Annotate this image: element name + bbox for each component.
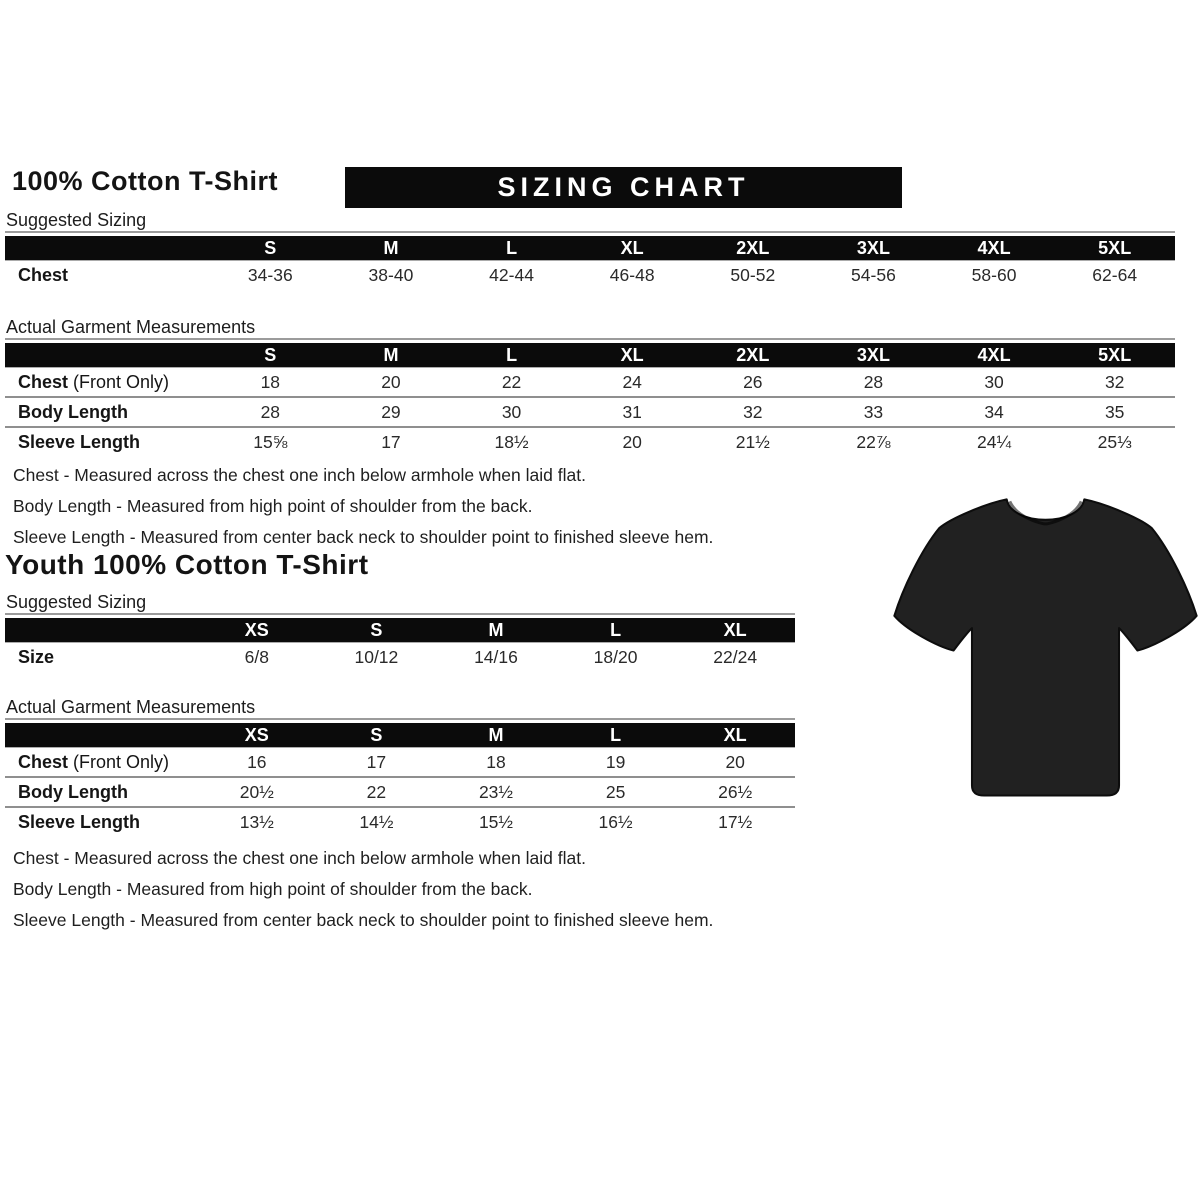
size-column-header: S xyxy=(317,618,437,643)
measurement-cell: 25 xyxy=(556,777,676,807)
adult-actual-measurements-label: Actual Garment Measurements xyxy=(6,317,256,337)
measurement-cell: 22⅞ xyxy=(813,427,934,456)
measurement-cell: 20 xyxy=(572,427,693,456)
measurement-row xyxy=(5,748,795,778)
size-column-header: 3XL xyxy=(813,343,934,368)
measurement-cell: 32 xyxy=(693,397,814,427)
measurement-cell: 21½ xyxy=(693,427,814,456)
size-column-header: XL xyxy=(675,618,795,643)
measurement-cell: 18 xyxy=(436,748,556,778)
size-column-header: 5XL xyxy=(1054,236,1175,261)
size-column-header: L xyxy=(556,618,676,643)
measurement-row xyxy=(5,368,1175,398)
measurement-cell: 25⅓ xyxy=(1054,427,1175,456)
size-column-header: L xyxy=(556,723,676,748)
measurement-cell: 58-60 xyxy=(934,261,1055,290)
size-header-row xyxy=(5,343,1175,368)
measurement-cell: 22 xyxy=(317,777,437,807)
size-column-header: 4XL xyxy=(934,343,1055,368)
measurement-cell: 28 xyxy=(210,397,331,427)
size-column-header: 2XL xyxy=(693,343,814,368)
measurement-cell: 26½ xyxy=(675,777,795,807)
measurement-cell: 17 xyxy=(331,427,452,456)
measurement-row xyxy=(5,261,1175,290)
measurement-cell: 17 xyxy=(317,748,437,778)
measurement-cell: 18 xyxy=(210,368,331,398)
measurement-cell: 46-48 xyxy=(572,261,693,290)
size-header-row xyxy=(5,618,795,643)
measurement-cell: 17½ xyxy=(675,807,795,836)
measurement-cell: 34-36 xyxy=(210,261,331,290)
size-column-header: L xyxy=(451,343,572,368)
measurement-cell: 29 xyxy=(331,397,452,427)
measurement-cell: 13½ xyxy=(197,807,317,836)
measurement-cell: 22/24 xyxy=(675,643,795,672)
adult-suggested-sizing-table xyxy=(5,231,1175,289)
table-top-rule xyxy=(5,338,1175,340)
measurement-cell: 16 xyxy=(197,748,317,778)
row-label: Chest xyxy=(5,261,210,290)
size-header-spacer xyxy=(5,343,210,368)
measurement-cell: 19 xyxy=(556,748,676,778)
measurement-cell: 20 xyxy=(675,748,795,778)
measurement-cell: 20 xyxy=(331,368,452,398)
measurement-cell: 6/8 xyxy=(197,643,317,672)
measurement-cell: 28 xyxy=(813,368,934,398)
youth-suggested-sizing-label: Suggested Sizing xyxy=(6,592,147,612)
youth-actual-measurements-label: Actual Garment Measurements xyxy=(6,697,256,717)
size-column-header: XS xyxy=(197,618,317,643)
measurement-cell: 33 xyxy=(813,397,934,427)
measurement-cell: 50-52 xyxy=(693,261,814,290)
measurement-note: Chest - Measured across the chest one inch below armhole when laid flat. xyxy=(13,465,586,485)
youth-measurement-notes xyxy=(13,843,713,936)
measurement-row xyxy=(5,427,1175,456)
table-top-rule xyxy=(5,231,1175,233)
size-column-header: XL xyxy=(675,723,795,748)
measurement-cell: 10/12 xyxy=(317,643,437,672)
measurement-cell: 30 xyxy=(934,368,1055,398)
black-tshirt-image xyxy=(892,481,1199,818)
size-column-header: S xyxy=(210,236,331,261)
measurement-cell: 38-40 xyxy=(331,261,452,290)
size-header-spacer xyxy=(5,236,210,261)
size-column-header: S xyxy=(210,343,331,368)
row-label: Sleeve Length xyxy=(5,807,197,836)
row-label: Size xyxy=(5,643,197,672)
measurement-cell: 20½ xyxy=(197,777,317,807)
measurement-cell: 23½ xyxy=(436,777,556,807)
measurement-cell: 31 xyxy=(572,397,693,427)
measurement-row xyxy=(5,397,1175,427)
size-header-row xyxy=(5,723,795,748)
measurement-cell: 62-64 xyxy=(1054,261,1175,290)
measurement-cell: 42-44 xyxy=(451,261,572,290)
size-column-header: M xyxy=(331,236,452,261)
measurement-cell: 16½ xyxy=(556,807,676,836)
measurement-note: Chest - Measured across the chest one inch below armhole when laid flat. xyxy=(13,848,586,868)
tshirt-collar xyxy=(1010,501,1081,523)
row-label: Chest (Front Only) xyxy=(5,748,197,778)
measurement-cell: 14½ xyxy=(317,807,437,836)
size-column-header: XS xyxy=(197,723,317,748)
size-column-header: 3XL xyxy=(813,236,934,261)
measurement-note: Body Length - Measured from high point of shoulder from the back. xyxy=(13,879,533,899)
youth-suggested-sizing-table xyxy=(5,613,795,671)
youth-section-title: Youth 100% Cotton T-Shirt xyxy=(5,549,369,580)
measurement-cell: 35 xyxy=(1054,397,1175,427)
measurement-cell: 54-56 xyxy=(813,261,934,290)
adult-measurement-notes xyxy=(13,460,713,553)
size-column-header: 2XL xyxy=(693,236,814,261)
measurement-cell: 30 xyxy=(451,397,572,427)
size-column-header: XL xyxy=(572,236,693,261)
measurement-note: Sleeve Length - Measured from center back neck to shoulder point to finished sleeve hem. xyxy=(13,527,714,547)
row-label: Sleeve Length xyxy=(5,427,210,456)
measurement-note: Body Length - Measured from high point of shoulder from the back. xyxy=(13,496,533,516)
size-header-spacer xyxy=(5,723,197,748)
measurement-cell: 24 xyxy=(572,368,693,398)
size-column-header: L xyxy=(451,236,572,261)
size-column-header: XL xyxy=(572,343,693,368)
measurement-cell: 34 xyxy=(934,397,1055,427)
size-column-header: M xyxy=(436,723,556,748)
adult-section-title: 100% Cotton T-Shirt xyxy=(12,166,279,196)
measurement-row xyxy=(5,777,795,807)
adult-actual-measurements-table xyxy=(5,338,1175,456)
measurement-row xyxy=(5,643,795,672)
size-header-spacer xyxy=(5,618,197,643)
measurement-cell: 15½ xyxy=(436,807,556,836)
sizing-chart-banner: SIZING CHART xyxy=(345,167,902,208)
table-top-rule xyxy=(5,613,795,615)
row-label: Body Length xyxy=(5,777,197,807)
measurement-cell: 24¼ xyxy=(934,427,1055,456)
tshirt-icon xyxy=(892,481,1199,818)
table-top-rule xyxy=(5,718,795,720)
row-label: Body Length xyxy=(5,397,210,427)
measurement-cell: 22 xyxy=(451,368,572,398)
row-label: Chest (Front Only) xyxy=(5,368,210,398)
measurement-cell: 26 xyxy=(693,368,814,398)
measurement-cell: 18½ xyxy=(451,427,572,456)
measurement-cell: 14/16 xyxy=(436,643,556,672)
size-column-header: S xyxy=(317,723,437,748)
tshirt-shape xyxy=(894,499,1196,795)
measurement-row xyxy=(5,807,795,836)
measurement-cell: 15⅝ xyxy=(210,427,331,456)
youth-actual-measurements-table xyxy=(5,718,795,836)
measurement-note: Sleeve Length - Measured from center back neck to shoulder point to finished sleeve hem. xyxy=(13,910,714,930)
size-column-header: 4XL xyxy=(934,236,1055,261)
measurement-cell: 32 xyxy=(1054,368,1175,398)
size-header-row xyxy=(5,236,1175,261)
size-column-header: M xyxy=(436,618,556,643)
measurement-cell: 18/20 xyxy=(556,643,676,672)
size-column-header: M xyxy=(331,343,452,368)
size-column-header: 5XL xyxy=(1054,343,1175,368)
adult-suggested-sizing-label: Suggested Sizing xyxy=(6,210,147,230)
